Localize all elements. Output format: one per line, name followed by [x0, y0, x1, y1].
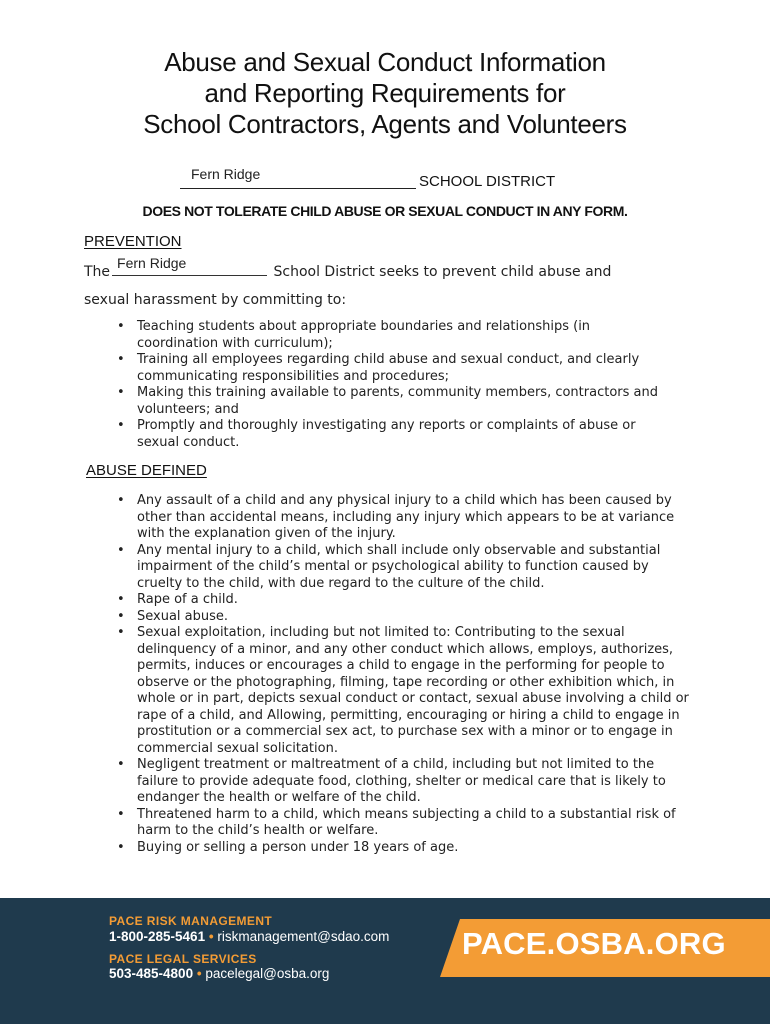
prevention-heading: PREVENTION	[84, 233, 182, 250]
list-item: • Training all employees regarding child abuse and sexual conduct, and clearly communicating responsibilities and procedures;	[112, 352, 672, 385]
risk-management-contact	[109, 929, 389, 944]
list-item: • Buying or selling a person under 18 years of age.	[112, 840, 692, 857]
intro-suffix: School District seeks to prevent child abuse and	[273, 264, 612, 280]
legal-services-contact	[109, 966, 329, 981]
title-line: and Reporting Requirements for	[204, 78, 566, 108]
legal-phone[interactable]: 503-485-4800	[109, 966, 194, 981]
legal-email-link[interactable]: pacelegal@osba.org	[205, 966, 330, 981]
intro-district-value: Fern Ridge	[117, 255, 187, 271]
district-suffix: SCHOOL DISTRICT	[419, 173, 556, 190]
prevention-intro-line2: sexual harassment by committing to:	[84, 292, 347, 308]
site-link[interactable]: PACE.OSBA.ORG	[462, 926, 726, 961]
list-item: • Teaching students about appropriate boundaries and relationships (in coordination with curriculum);	[112, 319, 672, 352]
prevention-intro	[84, 255, 612, 280]
list-item: • Threatened harm to a child, which means subjecting a child to a substantial risk of harm to the child’s health or welfare.	[112, 807, 692, 840]
risk-email-link[interactable]: riskmanagement@sdao.com	[217, 929, 390, 944]
separator-dot: •	[208, 929, 214, 944]
title-line: School Contractors, Agents and Volunteers	[143, 109, 627, 139]
district-name-field[interactable]	[180, 164, 416, 189]
abuse-defined-list	[112, 493, 692, 856]
list-item: • Promptly and thoroughly investigating any reports or complaints of abuse or sexual conduct.	[112, 418, 672, 451]
abuse-defined-heading: ABUSE DEFINED	[86, 462, 207, 479]
risk-phone[interactable]: 1-800-285-5461	[109, 929, 206, 944]
prevention-list	[112, 319, 672, 451]
title-line: Abuse and Sexual Conduct Information	[164, 47, 606, 77]
list-item: • Sexual exploitation, including but not limited to: Contributing to the sexual delinquency of a minor, and any other conduct which allows, employs, authorizes, permits, induces or encourages a child to engage in the performing for people to observe or the photographing, filming, tape recording or other exhibition which, in whole or in part, depicts sexual conduct or contact, sexual abuse involving a child or rape of a child, and Allowing, permitting, encouraging or hiring a child to engage in prostitution or a commercial sex act, to purchase sex with a minor or to engage in commercial sexual solicitation.	[112, 625, 692, 757]
intro-prefix: The	[84, 264, 111, 280]
legal-services-label: PACE LEGAL SERVICES	[109, 952, 257, 966]
list-item: • Negligent treatment or maltreatment of a child, including but not limited to the failure to provide adequate food, clothing, shelter or medical care that is likely to endanger the health or welfare of the child.	[112, 757, 692, 807]
intro-district-field[interactable]	[112, 255, 267, 276]
list-item: • Any mental injury to a child, which shall include only observable and substantial impairment of the child’s mental or psychological ability to function caused by cruelty to the child, with due regard to the culture of the child.	[112, 543, 692, 593]
separator-dot: •	[196, 966, 202, 981]
document-title	[0, 47, 770, 140]
list-item: • Making this training available to parents, community members, contractors and volunteers; and	[112, 385, 672, 418]
district-name-value: Fern Ridge	[191, 166, 261, 182]
list-item: • Sexual abuse.	[112, 609, 692, 626]
list-item: • Any assault of a child and any physical injury to a child which has been caused by other than accidental means, including any injury which appears to be at variance with the explanation given of the injury.	[112, 493, 692, 543]
risk-management-label: PACE RISK MANAGEMENT	[109, 914, 273, 928]
tolerance-statement: DOES NOT TOLERATE CHILD ABUSE OR SEXUAL CONDUCT IN ANY FORM.	[142, 203, 628, 219]
list-item: • Rape of a child.	[112, 592, 692, 609]
